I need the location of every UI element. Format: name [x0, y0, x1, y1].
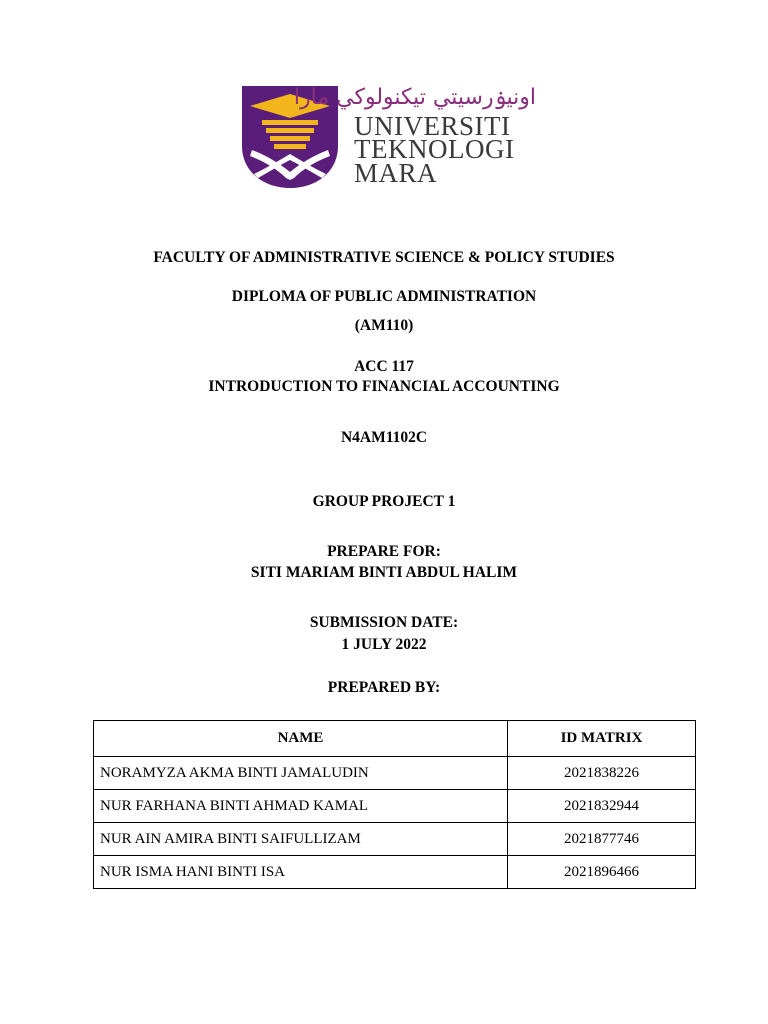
prepare-for-label: PREPARE FOR: [327, 543, 441, 560]
project-title: GROUP PROJECT 1 [312, 493, 456, 510]
member-name: NUR FARHANA BINTI AHMAD KAMAL [94, 790, 508, 823]
table-row [94, 823, 696, 856]
member-name: NORAMYZA AKMA BINTI JAMALUDIN [94, 757, 508, 790]
id-column-header: ID MATRIX [508, 721, 696, 757]
table-row [94, 790, 696, 823]
submission-date-label: SUBMISSION DATE: [309, 614, 459, 631]
lecturer-name: SITI MARIAM BINTI ABDUL HALIM [250, 564, 518, 581]
member-id: 2021832944 [508, 790, 696, 823]
course-code: ACC 117 [354, 358, 414, 375]
diploma-title: DIPLOMA OF PUBLIC ADMINISTRATION [231, 288, 537, 305]
program-code: (AM110) [354, 317, 414, 334]
member-id: 2021877746 [508, 823, 696, 856]
uitm-logo [240, 84, 540, 190]
faculty-title: FACULTY OF ADMINISTRATIVE SCIENCE & POLICY STUDIES [153, 249, 615, 266]
logo-text-mara: MARA [354, 158, 438, 188]
logo-text-teknologi: TEKNOLOGI [354, 134, 515, 164]
members-table [93, 720, 696, 889]
logo-text-universiti: UNIVERSITI [354, 111, 511, 141]
member-id: 2021896466 [508, 856, 696, 889]
logo-arabic-text: اونيۏرسيتي تيكنولوكي مارا [293, 85, 536, 110]
member-name: NUR ISMA HANI BINTI ISA [94, 856, 508, 889]
table-row [94, 856, 696, 889]
member-name: NUR AIN AMIRA BINTI SAIFULLIZAM [94, 823, 508, 856]
table-header-row [94, 721, 696, 757]
table-row [94, 757, 696, 790]
member-id: 2021838226 [508, 757, 696, 790]
group-code: N4AM1102C [340, 429, 428, 446]
course-name: INTRODUCTION TO FINANCIAL ACCOUNTING [208, 378, 560, 395]
name-column-header: NAME [94, 721, 508, 757]
prepared-by-label: PREPARED BY: [327, 679, 441, 696]
submission-date: 1 JULY 2022 [341, 636, 427, 653]
